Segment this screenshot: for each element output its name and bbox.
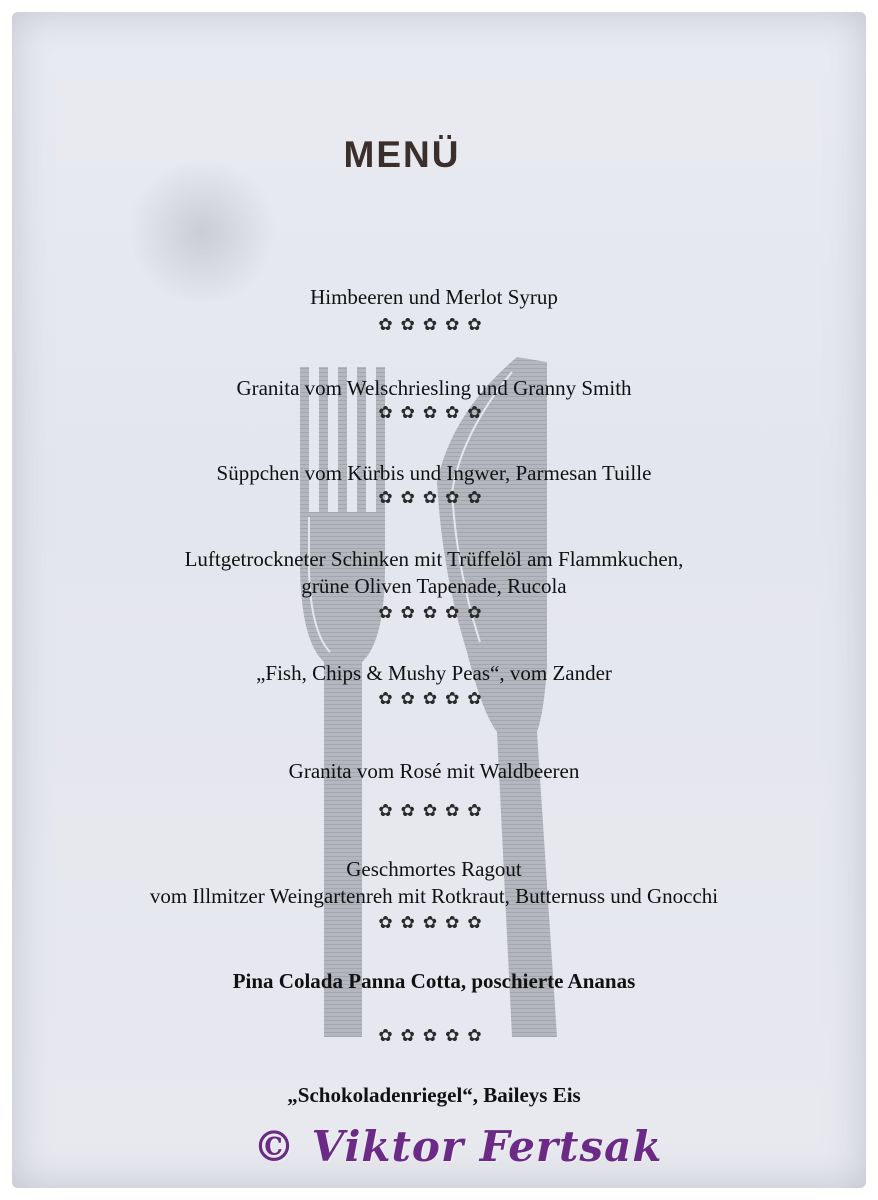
flower-icon: ✿ (422, 603, 446, 622)
flower-icon: ✿ (467, 603, 490, 622)
flower-icon: ✿ (378, 488, 401, 507)
flower-icon: ✿ (467, 315, 490, 334)
flower-icon: ✿ (445, 488, 468, 507)
course-line: Luftgetrockneter Schinken mit Trüffelöl am Flammkuchen, (184, 547, 684, 571)
course-line: Pina Colada Panna Cotta, poschierte Ananas (232, 969, 636, 993)
course-4 (12, 546, 856, 600)
course-line: vom Illmitzer Weingartenreh mit Rotkraut, Butternuss und Gnocchi (149, 884, 719, 908)
course-6 (12, 758, 856, 785)
course-line: Granita vom Welschriesling und Granny Smith (236, 376, 632, 400)
flower-icon: ✿ (467, 689, 490, 708)
course-5 (12, 660, 856, 687)
flower-icon: ✿ (445, 1026, 468, 1045)
course-7 (12, 856, 856, 910)
flower-icon: ✿ (422, 801, 446, 820)
course-divider (12, 315, 856, 335)
menu-title: MENÜ (343, 134, 461, 175)
flower-icon: ✿ (467, 488, 490, 507)
flower-icon: ✿ (400, 315, 423, 334)
flower-icon: ✿ (445, 801, 468, 820)
flower-icon: ✿ (400, 603, 423, 622)
course-divider (12, 1026, 856, 1046)
course-line: „Schokoladenriegel“, Baileys Eis (287, 1083, 581, 1107)
course-line: Himbeeren und Merlot Syrup (310, 285, 558, 309)
flower-icon: ✿ (445, 689, 468, 708)
copyright-watermark: © Viktor Fertsak (253, 1122, 663, 1171)
menu-sheet (12, 12, 866, 1188)
flower-icon: ✿ (400, 1026, 423, 1045)
cutlery-background-graphic (12, 12, 866, 1188)
flower-icon: ✿ (422, 1026, 446, 1045)
course-divider (12, 801, 856, 821)
flower-icon: ✿ (400, 801, 423, 820)
course-divider (12, 603, 856, 623)
course-2 (12, 375, 856, 402)
course-line: grüne Oliven Tapenade, Rucola (301, 574, 567, 598)
flower-icon: ✿ (400, 913, 423, 932)
flower-icon: ✿ (467, 403, 490, 422)
course-1 (12, 284, 856, 311)
flower-icon: ✿ (378, 801, 401, 820)
course-line: „Fish, Chips & Mushy Peas“, vom Zander (256, 661, 612, 685)
course-9 (12, 1082, 856, 1109)
flower-icon: ✿ (422, 315, 446, 334)
flower-icon: ✿ (445, 603, 468, 622)
flower-icon: ✿ (378, 1026, 401, 1045)
flower-icon: ✿ (422, 488, 446, 507)
course-line: Geschmortes Ragout (346, 857, 522, 881)
course-line: Granita vom Rosé mit Waldbeeren (288, 759, 580, 783)
flower-icon: ✿ (378, 689, 401, 708)
course-divider (12, 488, 856, 508)
flower-icon: ✿ (445, 403, 468, 422)
course-8 (12, 968, 856, 995)
flower-icon: ✿ (422, 403, 446, 422)
flower-icon: ✿ (467, 1026, 490, 1045)
flower-icon: ✿ (467, 801, 490, 820)
flower-icon: ✿ (378, 603, 401, 622)
flower-icon: ✿ (378, 913, 401, 932)
course-divider (12, 913, 856, 933)
flower-icon: ✿ (400, 689, 423, 708)
course-divider (12, 403, 856, 423)
course-divider (12, 689, 856, 709)
flower-icon: ✿ (467, 913, 490, 932)
flower-icon: ✿ (400, 403, 423, 422)
course-3 (12, 460, 856, 487)
flower-icon: ✿ (378, 315, 401, 334)
flower-icon: ✿ (422, 913, 446, 932)
flower-icon: ✿ (378, 403, 401, 422)
flower-icon: ✿ (445, 315, 468, 334)
flower-icon: ✿ (445, 913, 468, 932)
course-line: Süppchen vom Kürbis und Ingwer, Parmesan Tuille (216, 461, 652, 485)
flower-icon: ✿ (400, 488, 423, 507)
flower-icon: ✿ (422, 689, 446, 708)
